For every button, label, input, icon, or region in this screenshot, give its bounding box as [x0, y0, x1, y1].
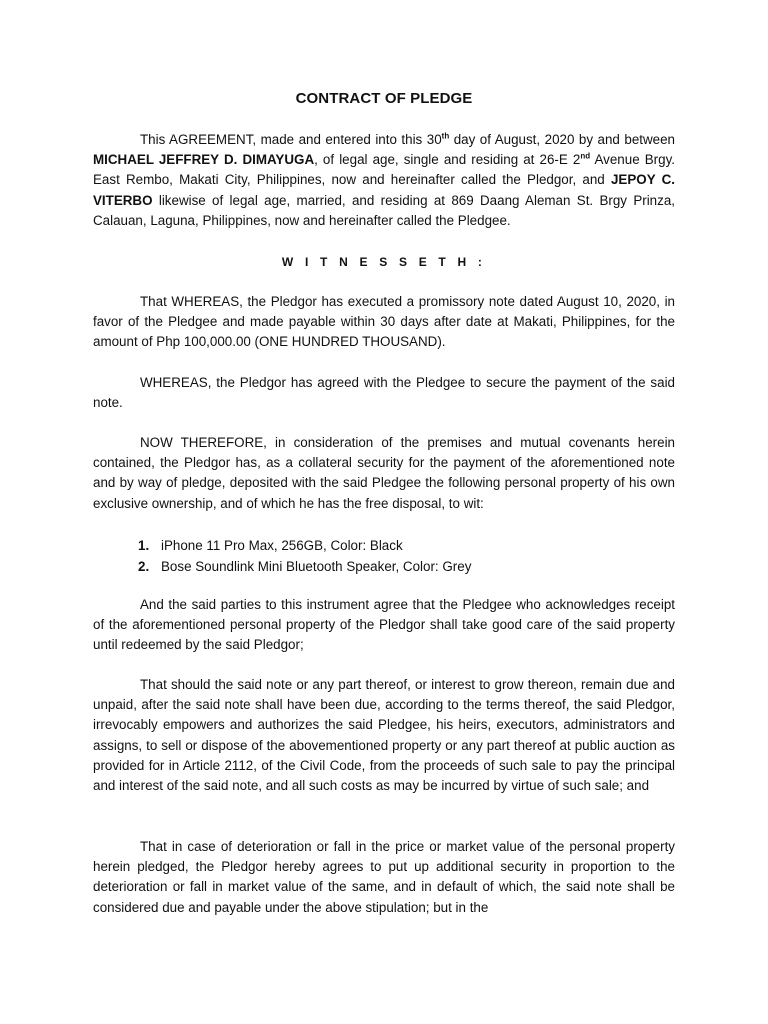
- paragraph-parties-agree: And the said parties to this instrument agree that the Pledgee who acknowledges receipt of the aforementioned personal property of the Pledgor shall take good care of the said property until redeemed by the said Pledgor;: [93, 597, 675, 653]
- intro-text-4: Avenue Brgy. East Rembo, Makati City, Philippines, now and hereinafter called the Pledgor, and: [93, 152, 675, 188]
- paragraph-whereas-secure: WHEREAS, the Pledgor has agreed with the Pledgee to secure the payment of the said note.: [93, 375, 675, 411]
- pledgee-name: JEPOY C. VITERBO: [93, 172, 675, 208]
- paragraph-unpaid: That should the said note or any part thereof, or interest to grow thereon, remain due and unpaid, after the said note shall have been due, according to the terms thereof, the said Pledgor, irrevocably empowers and authorizes the said Pledgee, his heirs, executors, administrators and assigns, to sell or dispose of the abovementioned property or any part thereof at public auction as provided for in Article 2112, of the Civil Code, from the proceeds of such sale to pay the principal and interest of the said note, and all such costs as may be incurred by virtue of such sale; and: [93, 677, 675, 794]
- intro-sup-1: th: [441, 131, 450, 141]
- pledged-items-list: [138, 535, 471, 577]
- list-item: [138, 535, 471, 556]
- witnesseth-heading: W I T N E S S E T H :: [281, 255, 487, 269]
- pledgor-name: MICHAEL JEFFREY D. DIMAYUGA: [93, 152, 315, 168]
- intro-text-1: This AGREEMENT, made and entered into this 30: [140, 132, 442, 147]
- paragraph-deterioration: That in case of deterioration or fall in the price or market value of the personal property herein pledged, the Pledgor hereby agrees to put up additional security in proportion to the deterioration or fall in market value of the same, and in default of which, the said note shall be considered due and payable under the above stipulation; but in the: [93, 839, 675, 915]
- paragraph-whereas-note: That WHEREAS, the Pledgor has executed a promissory note dated August 10, 2020, in favor of the Pledgee and made payable within 30 days after date at Makati, Philippines, for the amount of Php 100,000.00 (ONE HUNDRED THOUSAND).: [93, 294, 675, 350]
- intro-text-3: , of legal age, single and residing at 26-E 2: [314, 152, 581, 168]
- document-page: [93, 0, 675, 1024]
- list-item-text: iPhone 11 Pro Max, 256GB, Color: Black: [161, 538, 403, 553]
- intro-text-2: day of August, 2020 by and between: [449, 132, 676, 147]
- intro-text-5: likewise of legal age, married, and residing at 869 Daang Aleman St. Brgy Prinza, Calauan, Laguna, Philippines, now and hereinafter called the Pledgee.: [93, 192, 675, 228]
- document-title: CONTRACT OF PLEDGE: [295, 90, 473, 107]
- intro-sup-2: nd: [580, 151, 591, 161]
- list-item-number: 2.: [138, 559, 150, 574]
- list-item-number: 1.: [138, 538, 150, 553]
- paragraph-now-therefore: NOW THEREFORE, in consideration of the premises and mutual covenants herein contained, the Pledgor has, as a collateral security for the payment of the aforementioned note and by way of pledge, deposited with the said Pledgee the following personal property of his own exclusive ownership, and of which he has the free disposal, to wit:: [93, 435, 675, 511]
- list-item: [138, 556, 471, 577]
- intro-paragraph: [93, 130, 675, 231]
- list-item-text: Bose Soundlink Mini Bluetooth Speaker, Color: Grey: [161, 559, 472, 574]
